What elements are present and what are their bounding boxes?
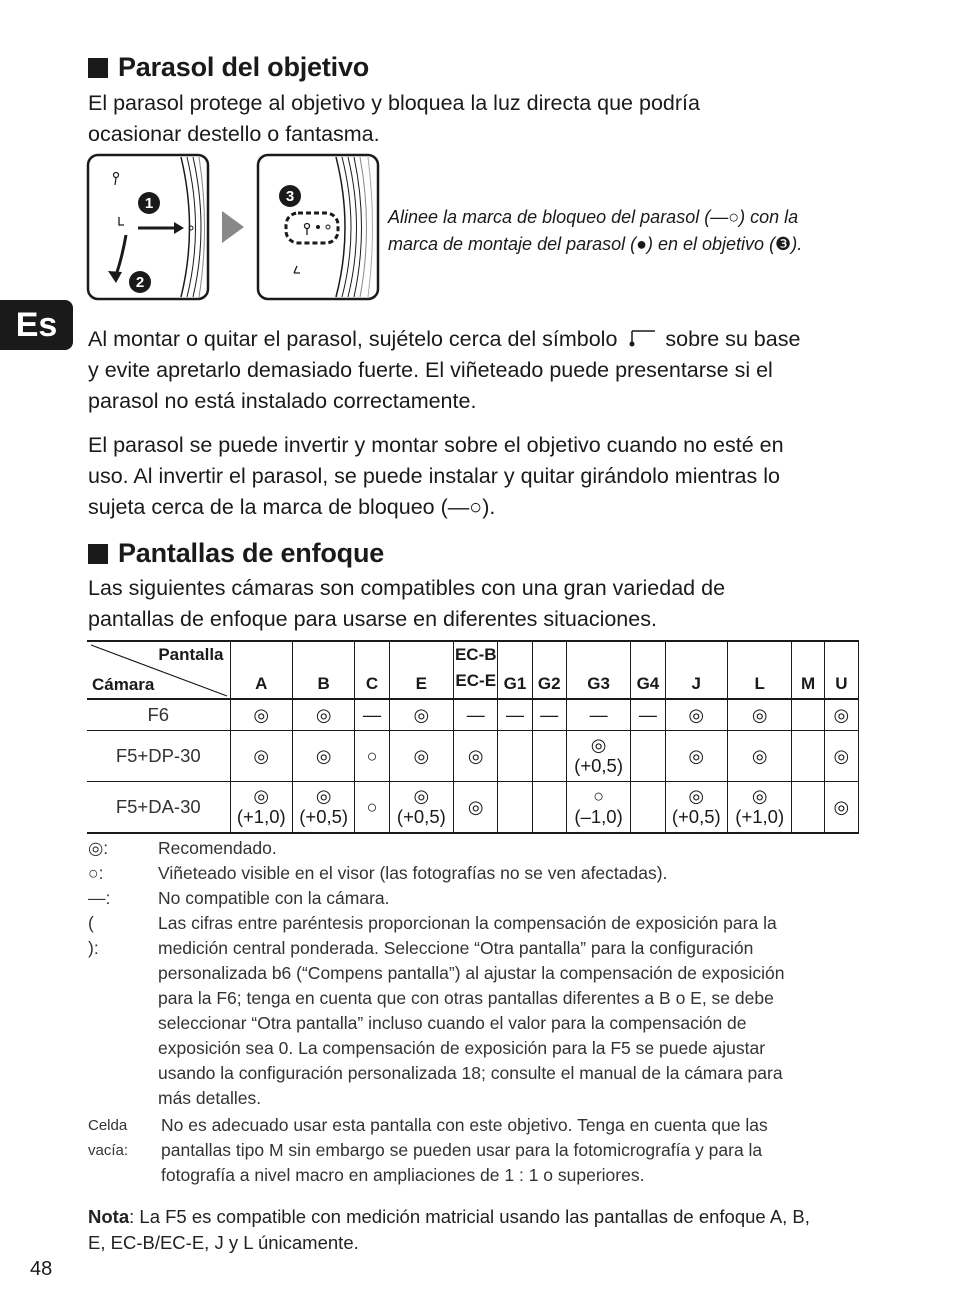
language-tab: Es xyxy=(0,300,73,350)
compat-symbol: ◎ xyxy=(751,746,768,766)
compat-symbol: ○ xyxy=(366,797,378,817)
screen-cell xyxy=(532,782,566,834)
p2-line2: y evite apretarlo demasiado fuerte. El viñeteado puede presentarse si el xyxy=(88,358,773,382)
col-header: G2 xyxy=(532,641,566,699)
screen-cell xyxy=(498,782,532,834)
square-bullet-icon xyxy=(88,58,108,78)
compat-symbol: ○ xyxy=(366,746,378,766)
col-header: U xyxy=(824,641,858,699)
table-body xyxy=(87,699,859,833)
screen-cell xyxy=(566,731,630,782)
legend-text-line: fotografía a nivel macro en ampliaciones de 1 : 1 o superiores. xyxy=(161,1165,645,1185)
screen-cell xyxy=(792,731,824,782)
exposure-comp: (+0,5) xyxy=(299,806,349,827)
compat-symbol: ◎ xyxy=(315,705,332,725)
screen-cell xyxy=(230,782,292,834)
exposure-comp: (+1,0) xyxy=(735,806,785,827)
compat-symbol: ◎ xyxy=(413,746,430,766)
screen-cell xyxy=(665,782,727,834)
screen-cell xyxy=(389,699,453,731)
parasol-paragraph-2 xyxy=(88,324,878,417)
col-header: L xyxy=(727,641,791,699)
compat-symbol: ◎ xyxy=(253,786,270,806)
compat-symbol: — xyxy=(540,705,559,725)
legend-text-line: exposición sea 0. La compensación de exposición para la F5 se puede ajustar xyxy=(158,1038,766,1058)
p2-line1-b: sobre su base xyxy=(665,327,801,351)
legend-text: Recomendado. xyxy=(158,838,277,858)
parasol-intro xyxy=(88,88,878,150)
compat-symbol: ◎ xyxy=(253,746,270,766)
lens-hood-illustration xyxy=(86,153,386,303)
section-title-pantallas xyxy=(88,538,384,569)
screen-cell xyxy=(230,699,292,731)
compat-symbol: ◎ xyxy=(833,797,850,817)
corner-header-cell xyxy=(87,641,230,699)
caption-line2: marca de montaje del parasol (●) en el objetivo (❸). xyxy=(388,234,803,254)
compat-symbol: ◎ xyxy=(253,705,270,725)
legend-text: No compatible con la cámara. xyxy=(158,888,390,908)
screen-cell xyxy=(355,699,389,731)
page-number: 48 xyxy=(30,1258,53,1280)
note-label: Nota xyxy=(88,1206,130,1227)
camera-cell: F5+DA-30 xyxy=(87,782,230,834)
col-header-ecb-ece xyxy=(454,641,498,699)
screen-cell xyxy=(230,731,292,782)
corner-bottom-label: Cámara xyxy=(92,675,155,694)
compat-symbol: ◎ xyxy=(590,735,607,755)
legend-text-line: medición central ponderada. Seleccione “Otra pantalla” para la configuración xyxy=(158,938,754,958)
col-header: J xyxy=(665,641,727,699)
compat-symbol: ◎ xyxy=(751,705,768,725)
step-1-badge: 1 xyxy=(138,192,160,214)
legend-text xyxy=(161,1113,841,1188)
col-header: G4 xyxy=(631,641,665,699)
section-title-parasol xyxy=(88,52,369,83)
compat-symbol: — xyxy=(363,705,381,725)
col-header: A xyxy=(230,641,292,699)
screen-cell xyxy=(454,699,498,731)
exposure-comp: (–1,0) xyxy=(574,806,623,827)
legend-key: Celda vacía: xyxy=(88,1117,129,1159)
screen-cell xyxy=(631,731,665,782)
screen-cell xyxy=(532,731,566,782)
legend-key: ◎: xyxy=(88,838,109,858)
screen-cell xyxy=(792,699,824,731)
p3-line2: uso. Al invertir el parasol, se puede instalar y quitar girándolo mientras lo xyxy=(88,464,780,488)
compat-symbol: ◎ xyxy=(751,786,768,806)
screen-cell xyxy=(727,699,791,731)
compat-symbol: ◎ xyxy=(467,797,484,817)
legend-text-line: para la F6; tenga en cuenta que con otras pantallas diferentes a B o E, se debe xyxy=(158,988,774,1008)
exposure-comp: (+0,5) xyxy=(574,755,623,776)
section-title-text: Parasol del objetivo xyxy=(118,52,370,82)
col-header: B xyxy=(292,641,354,699)
compat-symbol: — xyxy=(589,705,608,725)
compat-symbol: ◎ xyxy=(833,746,850,766)
table-row xyxy=(87,699,859,731)
illustration-caption xyxy=(388,204,868,258)
screen-cell xyxy=(665,699,727,731)
parasol-intro-line2: ocasionar destello o fantasma. xyxy=(88,122,380,146)
screen-cell xyxy=(792,782,824,834)
square-bullet-icon xyxy=(88,544,108,564)
screen-cell xyxy=(389,782,453,834)
camera-cell: F5+DP-30 xyxy=(87,731,230,782)
compat-symbol: — xyxy=(638,705,657,725)
table-header-row xyxy=(87,641,859,699)
col-header-ecb: EC-B xyxy=(454,645,497,664)
screen-cell xyxy=(355,731,389,782)
legend-key: ○: xyxy=(88,863,104,883)
camera-cell: F6 xyxy=(87,699,230,731)
table-row xyxy=(87,731,859,782)
legend-text xyxy=(158,911,838,1111)
legend-key: —: xyxy=(88,888,111,908)
p2-line1 xyxy=(88,324,878,355)
p3-line3: sujeta cerca de la marca de bloqueo (—○). xyxy=(88,495,496,519)
note-line1 xyxy=(88,1204,868,1230)
compat-symbol: — xyxy=(506,705,524,725)
legend-text-line: usando la configuración personalizada 18; consulte el manual de la cámara para xyxy=(158,1063,783,1083)
screen-cell xyxy=(566,782,630,834)
legend-text-line: No es adecuado usar esta pantalla con este objetivo. Tenga en cuenta que las xyxy=(161,1115,768,1135)
compat-symbol: ◎ xyxy=(688,705,705,725)
screen-cell xyxy=(292,699,354,731)
p2-line1-a: Al montar o quitar el parasol, sujételo cerca del símbolo xyxy=(88,327,618,351)
screen-cell xyxy=(454,731,498,782)
screen-cell xyxy=(292,782,354,834)
col-header: M xyxy=(792,641,824,699)
step-2-badge: 2 xyxy=(129,271,151,293)
legend-key: ( ): xyxy=(88,913,99,958)
compat-symbol: ○ xyxy=(593,786,605,806)
p3-line1: El parasol se puede invertir y montar sobre el objetivo cuando no esté en xyxy=(88,433,784,457)
p2-line3: parasol no está instalado correctamente. xyxy=(88,389,477,413)
compat-symbol: ◎ xyxy=(413,705,430,725)
legend-text-line: seleccionar “Otra pantalla” incluso cuando el valor para la compensación de xyxy=(158,1013,747,1033)
screen-cell xyxy=(631,699,665,731)
compat-symbol: ◎ xyxy=(467,746,484,766)
col-header: G1 xyxy=(498,641,532,699)
exposure-comp: (+1,0) xyxy=(236,806,286,827)
screen-cell xyxy=(355,782,389,834)
compat-symbol: ◎ xyxy=(688,746,705,766)
table-row xyxy=(87,782,859,834)
compat-symbol: ◎ xyxy=(315,746,332,766)
pantallas-intro xyxy=(88,573,878,635)
col-header: E xyxy=(389,641,453,699)
screen-cell xyxy=(665,731,727,782)
col-header: G3 xyxy=(566,641,630,699)
screen-cell xyxy=(824,782,858,834)
legend-text-line: personalizada b6 (“Compens pantalla”) al ajustar la compensación de exposición xyxy=(158,963,785,983)
screen-cell xyxy=(824,731,858,782)
col-header: C xyxy=(355,641,389,699)
screen-cell xyxy=(566,699,630,731)
exposure-comp: (+0,5) xyxy=(396,806,446,827)
compat-symbol: ◎ xyxy=(688,786,705,806)
parasol-intro-line1: El parasol protege al objetivo y bloquea la luz directa que podría xyxy=(88,91,700,115)
legend-text-line: pantallas tipo M sin embargo se pueden usar para la fotomicrografía y para la xyxy=(161,1140,763,1160)
note xyxy=(88,1204,868,1256)
parasol-paragraph-3 xyxy=(88,430,878,523)
caption-line1: Alinee la marca de bloqueo del parasol (—○) con la xyxy=(388,207,799,227)
pantallas-intro-line2: pantallas de enfoque para usarse en diferentes situaciones. xyxy=(88,607,657,631)
screen-cell xyxy=(454,782,498,834)
screen-cell xyxy=(824,699,858,731)
compat-symbol: ◎ xyxy=(315,786,332,806)
legend-text-line: más detalles. xyxy=(158,1088,262,1108)
focusing-screen-table xyxy=(87,640,859,834)
step-3-badge: 3 xyxy=(279,185,301,207)
compat-symbol: ◎ xyxy=(833,705,850,725)
col-header-ece: EC-E xyxy=(455,671,497,690)
screen-cell xyxy=(389,731,453,782)
screen-cell xyxy=(498,731,532,782)
screen-cell xyxy=(532,699,566,731)
compat-symbol: — xyxy=(466,705,485,725)
screen-cell xyxy=(727,782,791,834)
section-title-text: Pantallas de enfoque xyxy=(118,538,385,568)
corner-top-label: Pantalla xyxy=(158,645,224,664)
exposure-comp: (+0,5) xyxy=(671,806,721,827)
legend-text: Viñeteado visible en el visor (las fotografías no se ven afectadas). xyxy=(158,863,668,883)
pantallas-intro-line1: Las siguientes cámaras son compatibles con una gran variedad de xyxy=(88,576,726,600)
note-text1: : La F5 es compatible con medición matricial usando las pantallas de enfoque A, B, xyxy=(129,1206,810,1227)
note-text2: E, EC-B/EC-E, J y L únicamente. xyxy=(88,1232,359,1253)
screen-cell xyxy=(498,699,532,731)
screen-cell xyxy=(631,782,665,834)
compat-symbol: ◎ xyxy=(413,786,430,806)
screen-cell xyxy=(292,731,354,782)
legend-text-line: Las cifras entre paréntesis proporcionan la compensación de exposición para la xyxy=(158,913,777,933)
hood-grip-symbol-icon xyxy=(629,328,657,348)
screen-cell xyxy=(727,731,791,782)
